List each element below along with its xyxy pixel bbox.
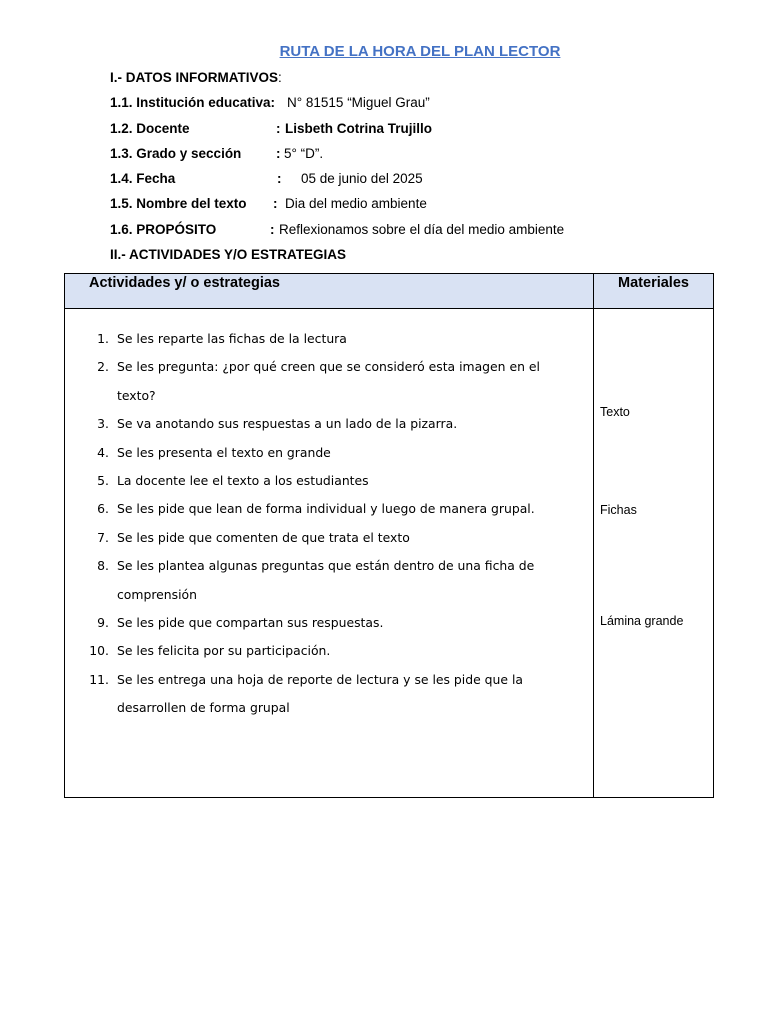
item-number: 3. (97, 416, 109, 432)
info-colon: : (276, 120, 281, 136)
info-colon: : (277, 171, 282, 187)
item-text: Se va anotando sus respuestas a un lado de la pizarra. (117, 416, 458, 432)
info-value: N° 81515 “Miguel Grau” (287, 95, 430, 111)
info-label: 1.6. PROPÓSITO (110, 221, 217, 237)
item-number: 10. (89, 643, 109, 659)
list-item (65, 552, 593, 609)
material-item: Texto (600, 405, 630, 419)
item-text: Se les pide que compartan sus respuestas. (117, 615, 384, 631)
info-row-fecha (110, 170, 423, 195)
item-text: Se les plantea algunas preguntas que están dentro de una ficha de comprensión (117, 558, 535, 602)
section-heading-datos (110, 69, 346, 94)
info-label: 1.2. Docente (110, 120, 190, 136)
activities-list (65, 325, 593, 723)
info-value: Lisbeth Cotrina Trujillo (285, 120, 433, 136)
list-item (65, 325, 593, 353)
info-value: Reflexionamos sobre el día del medio ambiente (279, 221, 565, 237)
item-number: 8. (97, 558, 109, 574)
section-1-colon: : (278, 70, 282, 85)
activities-cell (65, 309, 594, 798)
section-heading-actividades (110, 246, 346, 271)
item-number: 5. (97, 473, 109, 489)
info-row-proposito (110, 221, 565, 246)
list-item (65, 524, 593, 552)
item-text: Se les pide que lean de forma individual y luego de manera grupal. (117, 501, 535, 517)
list-item (65, 439, 593, 467)
item-number: 2. (97, 359, 109, 375)
item-number: 9. (97, 615, 109, 631)
item-number: 4. (97, 444, 109, 460)
list-item (65, 609, 593, 637)
item-text: Se les felicita por su participación. (117, 643, 331, 659)
info-value: 5° “D”. (284, 145, 324, 161)
list-item (65, 495, 593, 523)
table-header-row (65, 274, 714, 309)
item-text: Se les pregunta: ¿por qué creen que se consideró esta imagen en el texto? (117, 359, 540, 403)
info-colon: : (273, 196, 278, 212)
item-number: 11. (89, 671, 109, 687)
section-1-label: I.- DATOS INFORMATIVOS (110, 70, 278, 85)
activities-table (64, 273, 714, 798)
info-row-nombre-texto (110, 195, 427, 220)
header-materials: Materiales (594, 274, 714, 309)
item-number: 1. (97, 331, 109, 346)
header-activities: Actividades y/ o estrategias (65, 274, 594, 309)
item-text: Se les pide que comenten de que trata el texto (117, 529, 410, 545)
item-number: 6. (97, 501, 109, 517)
list-item (65, 410, 593, 438)
item-number: 7. (97, 529, 109, 545)
info-row-docente (110, 120, 433, 145)
info-label: 1.5. Nombre del texto (110, 196, 247, 212)
info-colon: : (276, 145, 281, 161)
section-2-label: II.- ACTIVIDADES Y/O ESTRATEGIAS (110, 247, 347, 263)
material-item: Lámina grande (600, 614, 684, 628)
item-text: La docente lee el texto a los estudiantes (117, 473, 369, 489)
material-item: Fichas (600, 503, 637, 517)
info-colon: : (270, 221, 275, 237)
info-section (110, 69, 565, 271)
info-row-institucion (110, 94, 430, 119)
table-body-row (65, 309, 714, 798)
list-item (65, 353, 593, 410)
info-label: 1.4. Fecha (110, 171, 176, 187)
materials-cell (594, 309, 714, 798)
list-item (65, 666, 593, 723)
item-text: Se les entrega una hoja de reporte de lectura y se les pide que la desarrollen de forma grupal (117, 671, 523, 716)
list-item (65, 637, 593, 665)
item-text: Se les presenta el texto en grande (117, 444, 331, 460)
materials-list (594, 309, 713, 797)
document-title: RUTA DE LA HORA DEL PLAN LECTOR (279, 43, 561, 60)
info-value: Dia del medio ambiente (285, 196, 427, 212)
info-label: 1.1. Institución educativa: (110, 95, 276, 111)
list-item (65, 467, 593, 495)
info-value: 05 de junio del 2025 (301, 171, 423, 187)
item-text: Se les reparte las fichas de la lectura (117, 331, 347, 346)
info-label: 1.3. Grado y sección (110, 145, 242, 161)
info-row-grado (110, 145, 346, 170)
